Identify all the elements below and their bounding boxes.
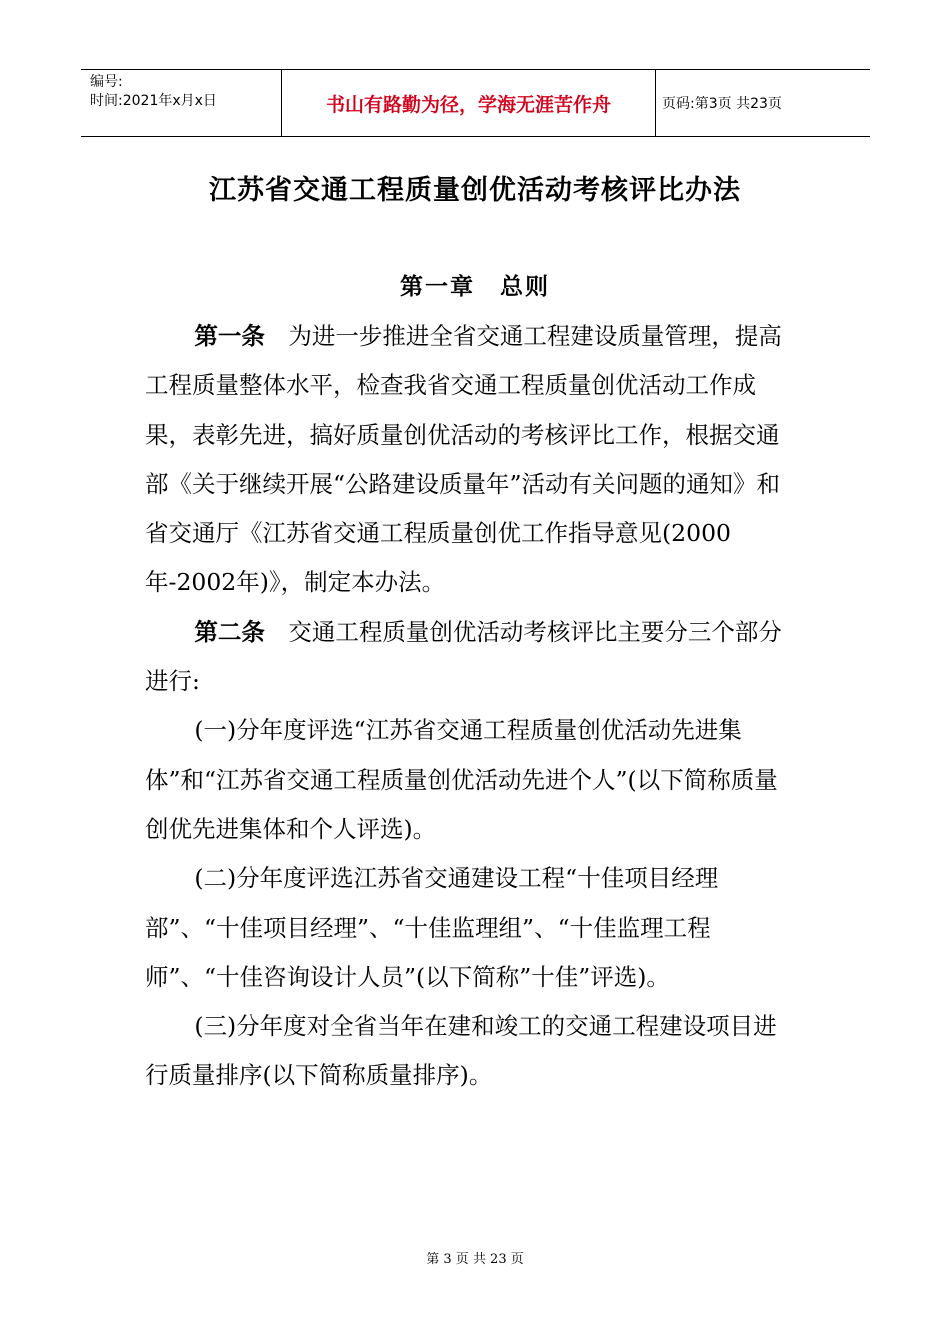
article-2-item-3: (三)分年度对全省当年在建和竣工的交通工程建设项目进行质量排序(以下简称质量排序)。 xyxy=(145,1012,777,1090)
page-footer: 第 3 页 共 23 页 xyxy=(426,1252,524,1267)
document-body xyxy=(145,312,795,1101)
number-label: 编号: xyxy=(90,74,123,90)
article-2-item-2: (二)分年度评选江苏省交通建设工程“十佳项目经理部”、“十佳项目经理”、“十佳监理组”、“十佳监理工程师”、“十佳咨询设计人员”(以下简称”十佳”评选)。 xyxy=(145,864,719,991)
article-2-text: 交通工程质量创优活动考核评比主要分三个部分进行: xyxy=(145,617,782,696)
article-2 xyxy=(145,608,795,707)
chapter-heading: 第一章 总则 xyxy=(400,273,550,300)
article-1-text: 为进一步推进全省交通工程建设质量管理，提高工程质量整体水平，检查我省交通工程质量创优活动工作成果，表彰先进，搞好质量创优活动的考核评比工作，根据交通部《关于继续开展“公路建设质量年”活动有关问题的通知》和省交通厅《江苏省交通工程质量创优工作指导意见(2000年-2002年)》，制定本办法。 xyxy=(145,322,782,597)
time-label: 时间:2021年x月x日 xyxy=(90,93,217,109)
document-title: 江苏省交通工程质量创优活动考核评比办法 xyxy=(209,175,741,206)
header-motto: 书山有路勤为径，学海无涯苦作舟 xyxy=(281,70,656,136)
article-1 xyxy=(145,312,795,608)
article-2-item-1: (一)分年度评选“江苏省交通工程质量创优活动先进集体”和“江苏省交通工程质量创优活动先进个人”(以下简称质量创优先进集体和个人评选)。 xyxy=(145,716,778,843)
article-1-label: 第一条 xyxy=(194,322,265,350)
header-table xyxy=(81,69,870,137)
article-2-label: 第二条 xyxy=(194,617,265,646)
header-page-info: 页码:第3页 共23页 xyxy=(662,96,782,112)
header-meta xyxy=(81,70,281,136)
